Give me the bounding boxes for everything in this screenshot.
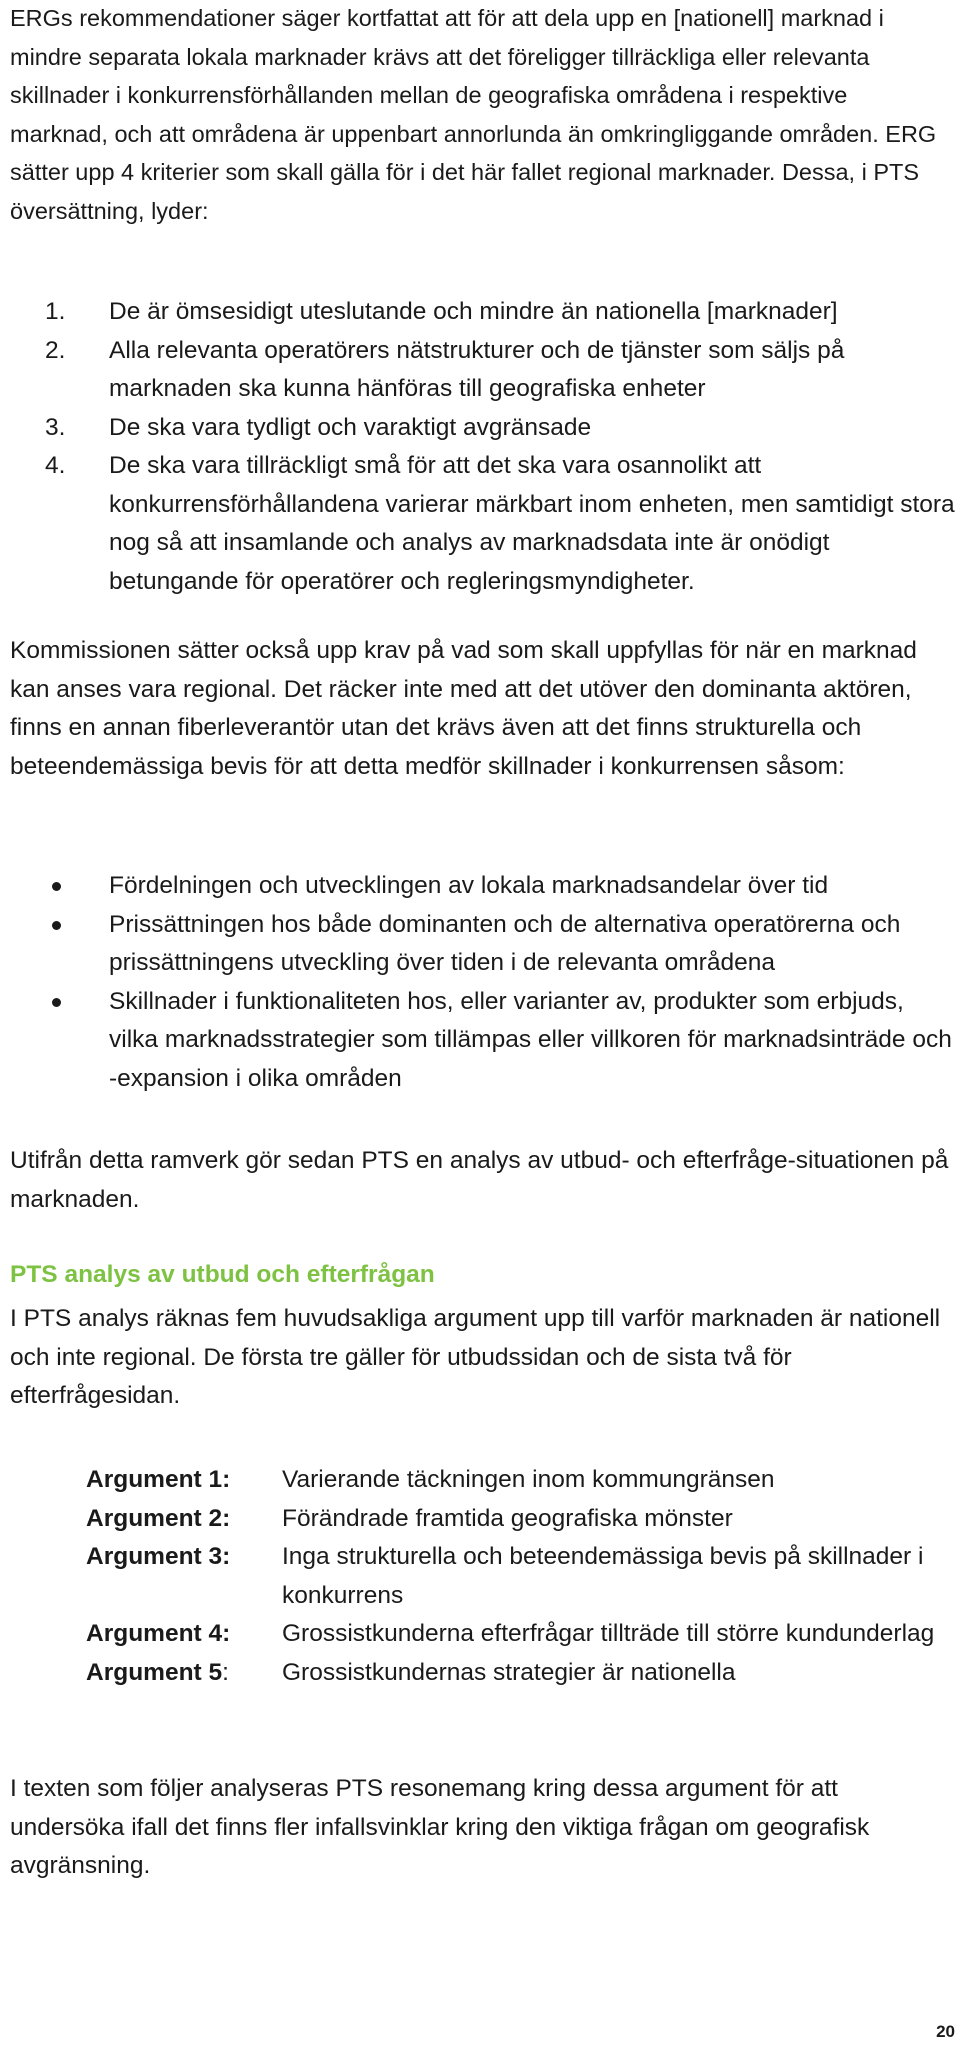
bullet-icon	[10, 906, 109, 983]
list-number: 2.	[45, 336, 66, 364]
list-number: 3.	[45, 413, 66, 441]
argument-text: Grossistkundernas strategier är nationella	[282, 1658, 736, 1686]
list-item	[45, 332, 955, 409]
bullet-list	[10, 867, 955, 1098]
list-item-text: De är ömsesidigt uteslutande och mindre än nationella [marknader]	[109, 298, 838, 325]
list-item-text: De ska vara tillräckligt små för att det ska vara osannolikt att konkurrensförhållandena varierar märkbart inom enheten, men samtidigt stora nog så att insamlande och analys av marknadsdata inte är onödigt betungande för operatörer och regleringsmyndigheter.	[109, 452, 955, 595]
list-item-text: Skillnader i funktionaliteten hos, eller varianter av, produkter som erbjuds, vilka marknadsstrategier som tillämpas eller villkoren för marknadsinträde och -expansion i olika områden	[109, 987, 952, 1092]
section-heading: PTS analys av utbud och efterfrågan	[10, 1261, 435, 1288]
argument-label: Argument 4:	[86, 1620, 231, 1647]
argument-label-word: Argument 5	[86, 1658, 223, 1686]
argument-text: Inga strukturella och beteendemässiga bevis på skillnader i konkurrens	[282, 1543, 924, 1609]
argument-label: Argument 1:	[86, 1466, 231, 1493]
list-item	[10, 983, 955, 1099]
list-item	[45, 447, 955, 601]
list-item	[10, 867, 955, 906]
arguments-list	[86, 1461, 956, 1692]
paragraph-commission-requirements: Kommissionen sätter också upp krav på vad som skall uppfyllas för när en marknad kan anses vara regional. Det räcker inte med att det utöver den dominanta aktören, finns en annan fiberleverantör utan det krävs även att det finns strukturella och beteendemässiga bevis för att detta medför skillnader i konkurrensen såsom:	[10, 637, 917, 780]
argument-label: Argument 2:	[86, 1504, 231, 1532]
bullet-icon	[10, 867, 109, 906]
argument-label-colon: :	[222, 1658, 229, 1686]
argument-text: Varierande täckningen inom kommungränsen	[282, 1466, 775, 1493]
argument-row	[86, 1461, 956, 1500]
list-item-text: Prissättningen hos både dominanten och de alternativa operatörerna och prissättningens utveckling över tiden i de relevanta områdena	[109, 910, 901, 976]
list-item-text: Alla relevanta operatörers nätstrukturer och de tjänster som säljs på marknaden ska kunna hänföras till geografiska enheter	[109, 336, 845, 402]
list-number: 1.	[45, 298, 66, 325]
argument-text: Förändrade framtida geografiska mönster	[282, 1504, 733, 1532]
list-item-text: De ska vara tydligt och varaktigt avgränsade	[109, 413, 592, 441]
argument-row	[86, 1500, 956, 1539]
list-number: 4.	[45, 452, 66, 479]
argument-text: Grossistkunderna efterfrågar tillträde till större kundunderlag	[282, 1620, 935, 1647]
paragraph-framework: Utifrån detta ramverk gör sedan PTS en analys av utbud- och efterfråge-situationen på marknaden.	[10, 1147, 949, 1213]
bullet-icon	[10, 983, 109, 1099]
paragraph-conclusion: I texten som följer analyseras PTS resonemang kring dessa argument för att undersöka ifall det finns fler infallsvinklar kring den viktiga frågan om geografisk avgränsning.	[10, 1775, 870, 1879]
paragraph-pts-analysis: I PTS analys räknas fem huvudsakliga argument upp till varför marknaden är nationell och inte regional. De första tre gäller för utbudssidan och de sista två för efterfrågesidan.	[10, 1305, 941, 1409]
list-item	[10, 906, 955, 983]
paragraph-erg-recommendations: ERGs rekommendationer säger kortfattat att för att dela upp en [nationell] marknad i mindre separata lokala marknader krävs att det föreligger tillräckliga eller relevanta skillnader i konkurrensförhållanden mellan de geografiska områdena i respektive marknad, och att områdena är uppenbart annorlunda än omkringliggande områden. ERG sätter upp 4 kriterier som skall gälla för i det här fallet regional marknader. Dessa, i PTS översättning, lyder:	[10, 5, 937, 224]
argument-row	[86, 1615, 956, 1654]
list-item	[45, 409, 955, 448]
criteria-list	[45, 293, 955, 601]
list-item-text: Fördelningen och utvecklingen av lokala marknadsandelar över tid	[109, 872, 829, 899]
argument-row	[86, 1538, 956, 1615]
list-item	[45, 293, 955, 332]
page-number: 20	[936, 2022, 955, 2041]
argument-label: Argument 3:	[86, 1543, 231, 1570]
argument-label	[86, 1654, 282, 1693]
argument-row	[86, 1654, 956, 1693]
